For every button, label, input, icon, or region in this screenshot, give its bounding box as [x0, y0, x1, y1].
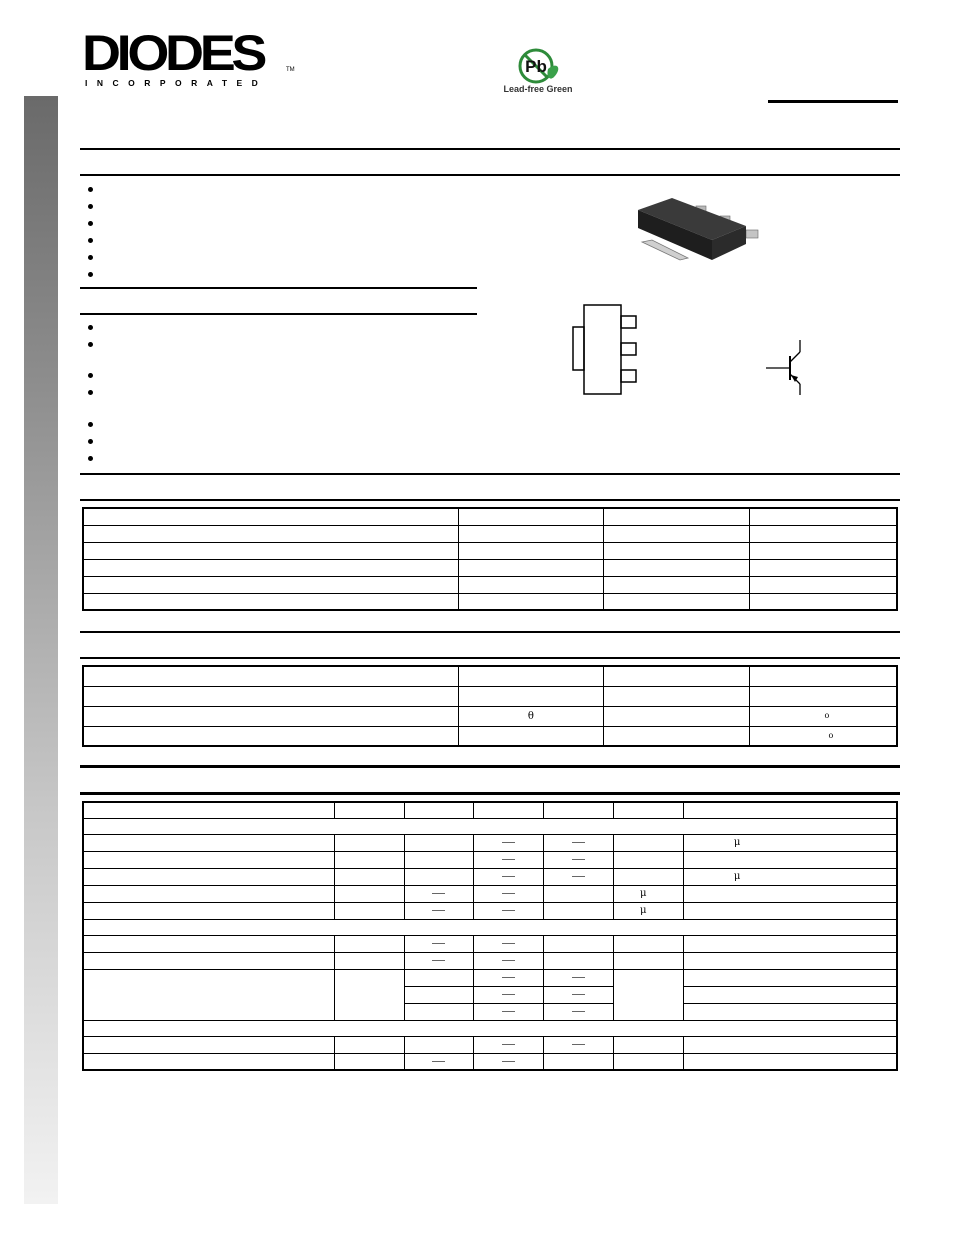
diodes-logo — [82, 25, 295, 88]
dash-mark — [502, 1044, 515, 1045]
table-row — [83, 834, 897, 851]
theta-symbol: θ — [527, 710, 534, 722]
micro-symbol: μ — [640, 905, 647, 916]
electrical-rule-top — [80, 765, 900, 768]
table-row — [83, 559, 897, 576]
degree-symbol: o — [828, 731, 834, 741]
table-row — [83, 1053, 897, 1070]
dash-mark — [502, 859, 515, 860]
table-row — [83, 802, 897, 818]
dash-mark — [572, 1044, 585, 1045]
dash-mark — [572, 994, 585, 995]
pnp-transistor-symbol — [760, 338, 810, 396]
list-item — [88, 204, 98, 214]
logo-subtitle: INCORPORATED — [85, 78, 268, 88]
table-row — [83, 525, 897, 542]
sot223-package-image — [630, 188, 765, 268]
table-row — [83, 902, 897, 919]
dash-mark — [572, 876, 585, 877]
dash-mark — [432, 893, 445, 894]
dash-mark — [502, 943, 515, 944]
max-ratings-rule-top — [80, 473, 900, 475]
table-row — [83, 952, 897, 969]
dash-mark — [572, 1011, 585, 1012]
maximum-ratings-table — [82, 507, 898, 611]
list-item — [88, 221, 98, 231]
dash-mark — [572, 977, 585, 978]
table-row — [83, 508, 897, 525]
title-rule-top — [80, 148, 900, 150]
thermal-rule-top — [80, 631, 900, 633]
list-item — [88, 373, 98, 383]
logo-trademark: TM — [286, 67, 295, 73]
table-row — [83, 1020, 897, 1036]
table-row — [83, 885, 897, 902]
table-row — [83, 818, 897, 834]
list-item — [88, 325, 98, 335]
dash-mark — [432, 943, 445, 944]
list-item — [88, 422, 98, 432]
table-row — [83, 868, 897, 885]
table-row — [83, 593, 897, 610]
list-item — [88, 456, 98, 466]
lead-free-icon — [502, 47, 574, 87]
part-number-underline — [768, 100, 898, 103]
dash-mark — [502, 977, 515, 978]
list-item — [88, 187, 98, 197]
table-row — [83, 969, 897, 986]
dash-mark — [432, 1061, 445, 1062]
lead-free-badge — [502, 47, 574, 97]
list-item — [88, 272, 98, 282]
dash-mark — [572, 859, 585, 860]
table-row — [83, 726, 897, 746]
degree-symbol: o — [824, 710, 830, 720]
page-sidebar-gradient — [24, 96, 58, 1204]
thermal-rule-bottom — [80, 657, 900, 659]
mechanical-rule-top — [80, 287, 477, 289]
dash-mark — [432, 910, 445, 911]
list-item — [88, 255, 98, 265]
max-ratings-rule-bottom — [80, 499, 900, 501]
dash-mark — [502, 960, 515, 961]
table-row — [83, 576, 897, 593]
table-row — [83, 1036, 897, 1053]
dash-mark — [502, 994, 515, 995]
table-row — [83, 919, 897, 935]
micro-symbol: μ — [733, 871, 741, 882]
list-item — [88, 439, 98, 449]
features-rule — [80, 174, 900, 176]
table-row — [83, 851, 897, 868]
dash-mark — [502, 1011, 515, 1012]
list-item — [88, 238, 98, 248]
dash-mark — [502, 876, 515, 877]
dash-mark — [572, 842, 585, 843]
list-item — [88, 342, 98, 352]
pb-symbol: Pb — [525, 57, 547, 76]
list-item — [88, 390, 98, 400]
table-row — [83, 542, 897, 559]
table-row — [83, 706, 897, 726]
micro-symbol: μ — [733, 837, 741, 848]
table-row — [83, 935, 897, 952]
electrical-rule-bottom — [80, 792, 900, 795]
dash-mark — [502, 842, 515, 843]
electrical-characteristics-table — [82, 801, 898, 1071]
dash-mark — [502, 1061, 515, 1062]
micro-symbol: μ — [640, 888, 647, 899]
mechanical-rule-bottom — [80, 313, 477, 315]
dash-mark — [432, 960, 445, 961]
table-row — [83, 686, 897, 706]
lead-free-caption: Lead-free Green — [503, 84, 573, 94]
logo-wordmark: DIODES — [82, 25, 264, 81]
package-outline-diagram — [568, 302, 640, 398]
dash-mark — [502, 893, 515, 894]
dash-mark — [502, 910, 515, 911]
thermal-characteristics-table — [82, 665, 898, 747]
table-row — [83, 666, 897, 686]
